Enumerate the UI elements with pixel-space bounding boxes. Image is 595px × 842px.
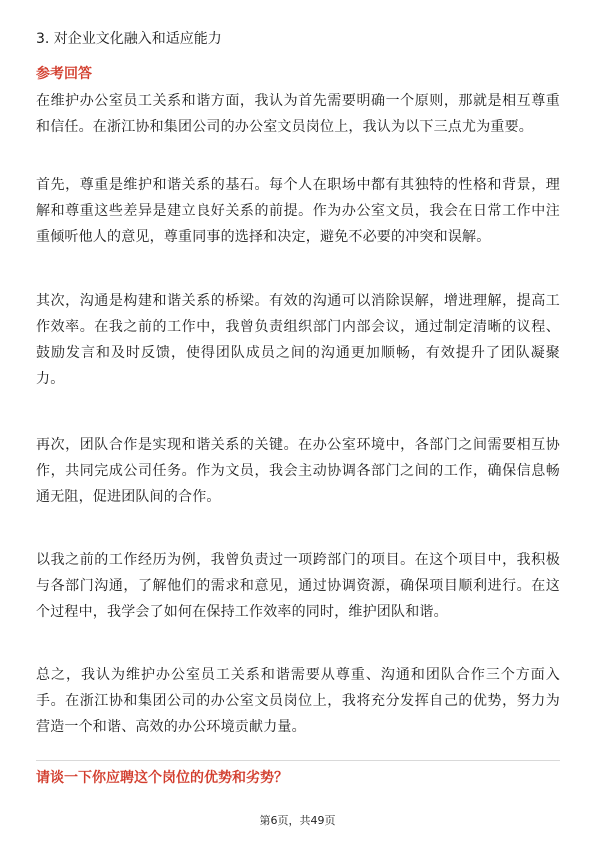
- reference-answer-label: 参考回答: [36, 66, 92, 82]
- question-title: 3. 对企业文化融入和适应能力: [36, 31, 222, 47]
- page-footer: 第6页，共49页: [259, 814, 336, 827]
- answer-paragraph-conclusion: 总之，我认为维护办公室员工关系和谐需要从尊重、沟通和团队合作三个方面入手。在浙江协和集团公司的办公室文员岗位上，我将充分发挥自己的优势，努力为营造一个和谐、高效的办公环境贡献力量。: [36, 667, 560, 735]
- next-question-title: 请谈一下你应聘这个岗位的优势和劣势？: [36, 770, 288, 786]
- answer-paragraph-communication: 其次，沟通是构建和谐关系的桥梁。有效的沟通可以消除误解，增进理解，提高工作效率。在我之前的工作中，我曾负责组织部门内部会议，通过制定清晰的议程、鼓励发言和及时反馈，使得团队成员之间的沟通更加顺畅，有效提升了团队凝聚力。: [36, 293, 560, 387]
- answer-paragraph-respect: 首先，尊重是维护和谐关系的基石。每个人在职场中都有其独特的性格和背景，理解和尊重这些差异是建立良好关系的前提。作为办公室文员，我会在日常工作中注重倾听他人的意见，尊重同事的选择和决定，避免不必要的冲突和误解。: [36, 177, 560, 245]
- answer-paragraph-intro: 在维护办公室员工关系和谐方面，我认为首先需要明确一个原则，那就是相互尊重和信任。在浙江协和集团公司的办公室文员岗位上，我认为以下三点尤为重要。: [36, 93, 560, 135]
- answer-paragraph-experience: 以我之前的工作经历为例，我曾负责过一项跨部门的项目。在这个项目中，我积极与各部门沟通，了解他们的需求和意见，通过协调资源，确保项目顺利进行。在这个过程中，我学会了如何在保持工作效率的同时，维护团队和谐。: [36, 552, 560, 620]
- answer-paragraph-teamwork: 再次，团队合作是实现和谐关系的关键。在办公室环境中，各部门之间需要相互协作，共同完成公司任务。作为文员，我会主动协调各部门之间的工作，确保信息畅通无阻，促进团队间的合作。: [36, 437, 560, 505]
- section-divider: [36, 760, 560, 761]
